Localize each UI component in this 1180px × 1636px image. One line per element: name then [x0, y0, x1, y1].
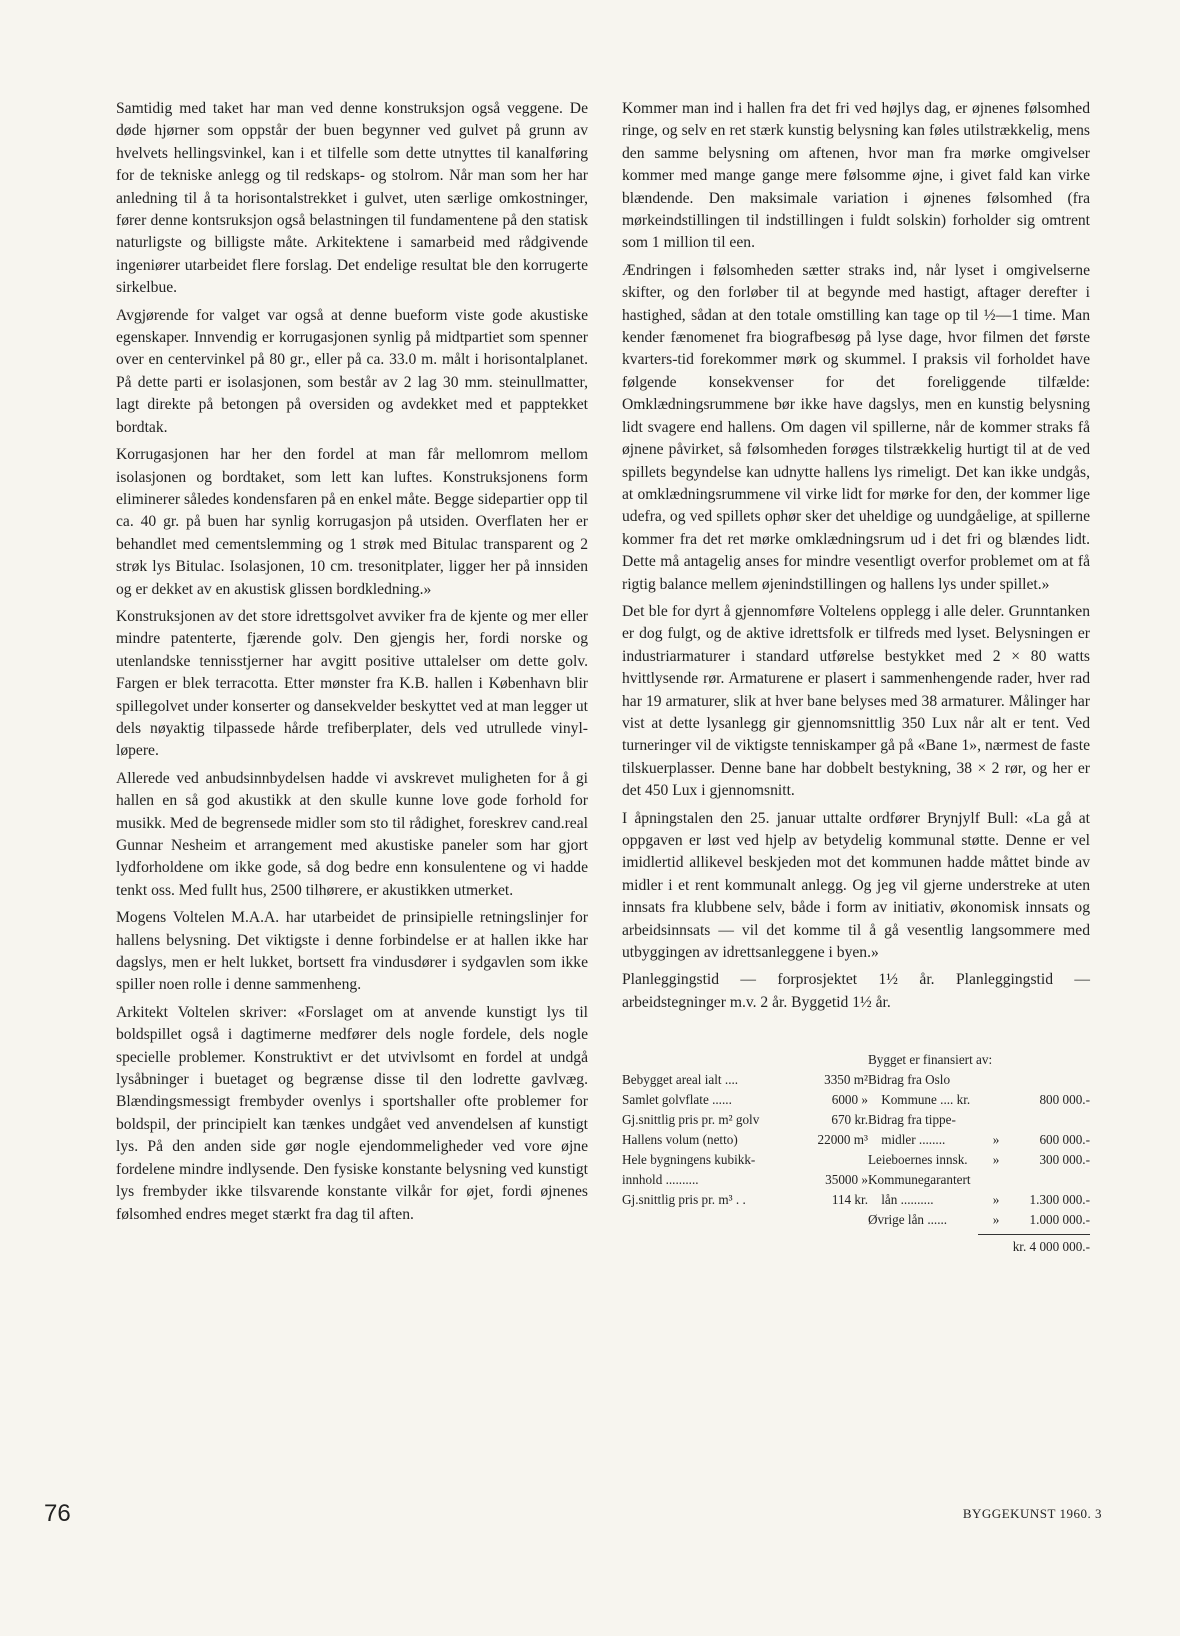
paragraph: Mogens Voltelen M.A.A. har utarbeidet de prinsipielle retningslinjer for hallens belysning. Det viktigste i denne forbindelse er at hallen ikke har dagslys, men er helt lukket, bortsett fra vindusdører i sydgavlen som ikke spiller noen rolle i denne sammenheng.	[116, 909, 588, 994]
finance-label: Leieboernes innsk.	[868, 1152, 968, 1168]
finance-label: Gj.snittlig pris pr. m² golv	[622, 1112, 760, 1128]
left-column	[116, 98, 588, 1226]
finance-row	[868, 1090, 1090, 1110]
page-number: 76	[44, 1500, 71, 1527]
paragraph: Ændringen i følsomheden sætter straks ind, når lyset i omgivelserne skifter, og den forløber til at begynde med hastigt, aftager derefter i hastighed, sådan at den totale omstilling kan tage op til ½—1 time. Man kender fænomenet fra biografbesøg på lyse dage, hvor filmen det første kvarters-tid forekommer mørk og skummel. I praksis vil forholdet have følgende konsekvenser for det foreliggende tilfælde: Omklædningsrummene bør ikke have dagslys, men en kunstig belysning lidt svagere end hallens. Om dagen vil spillerne, når de kommer straks få øjnene påvirket, så følsomheden forøges tilstrækkelig hurtigt til at de ved spillets begyndelse kan udnytte hallens lys rimeligt. Det kan ikke undgås, at omklædningsrummene vil virke lidt for mørke for den, der kommer lige udefra, og ved spillets ophør sker det uheldige og uundgåelige, at spillerne kommer fra det ret mørke omklædningsrum ud i det fri og blændes lidt. Dette må antagelig anses for mindre vesentligt overfor problemet om at få rigtig balance mellem øjenindstillingen og hallens lys under spillet.»	[622, 261, 1090, 593]
finance-label: Kommune .... kr.	[868, 1092, 971, 1108]
paragraph: Arkitekt Voltelen skriver: «Forslaget om at anvende kunstigt lys til boldspillet også i dagtimerne medfører dels nogle fordele, dels nogle specielle problemer. Konstruktivt er det utvivlsomt en fordel at undgå lysåbninger i buetaget og begrænse disse til den lodrette gavlvæg. Blændingsmessigt frembyder ovenlys i sportshaller ofte problemer for boldspil, der principielt kan tænkes undgået ved anvendelsen af kunstigt lys. På den anden side gør nogle ejendommeligheder ved vore øjne fordelene mindre indlysende. Den fysiske konstante belysning ved kunstigt lys frembyder ikke tilsvarende konstante vilkår for øjet, fordi øjnenes følsomhed endres meget stærkt fra dag til aften.	[116, 1003, 588, 1223]
finance-label: Bidrag fra Oslo	[868, 1072, 951, 1088]
footer-journal: BYGGEKUNST 1960. 3	[962, 1506, 1102, 1521]
finance-label: Bidrag fra tippe-	[868, 1112, 956, 1128]
finance-row	[868, 1070, 1090, 1090]
finance-row	[868, 1190, 1090, 1210]
paragraph: Kommer man ind i hallen fra det fri ved højlys dag, er øjnenes følsomhed ringe, og selv en ret stærk kunstig belysning kan føles utilstrækkelig, mens den samme belysning om aftenen, hvor man fra mørke omgivelser kommer med mange gange mere følsomme øjne, i givet fald kan virke blændende. Den maksimale variation i øjnenes følsomhed (fra mørkeindstillingen til indstillingen i fuldt solskin) forholder sig omtrent som 1 million til een.	[622, 100, 1090, 252]
right-column	[622, 98, 1090, 1257]
paragraph: Korrugasjonen har her den fordel at man får mellomrom mellom isolasjonen og bordtaket, som lett kan luftes. Konstruksjonens form eliminerer således kondensfaren på en enkel måte. Begge sidepartier opp til ca. 40 gr. på buen har synlig korrugasjon på utsiden. Overflaten her er behandlet med cementslemming og 1 strøk med Bitulac transparent og 2 strøk lys Bitulac. Isolasjonen, 10 cm. tresonitplater, ligger her på innsiden og er dekket av en akustisk glissen bordkledning.»	[116, 446, 588, 598]
paragraph: Avgjørende for valget var også at denne bueform viste gode akustiske egenskaper. Innvendig er korrugasjonen synlig på midtpartiet som spenner over en centervinkel på 80 gr., eller på ca. 33.0 m. målt i horisontalplanet. På dette parti er isolasjonen, som består av 2 lag 30 mm. steinullmatter, lagt direkte på betongen på oversiden og avdekket med et papptekket bordtak.	[116, 306, 588, 436]
finance-value: 22000 m³	[817, 1132, 868, 1148]
finance-value: 6000 »	[831, 1092, 868, 1108]
finance-value: 300 000.-	[1039, 1152, 1090, 1168]
finance-row	[622, 1070, 868, 1090]
finance-row	[868, 1150, 1090, 1170]
ditto-mark: »	[992, 1212, 1000, 1228]
finance-label: Samlet golvflate ......	[622, 1092, 732, 1108]
finance-row	[622, 1110, 868, 1130]
finance-label: midler ........	[868, 1132, 946, 1148]
finance-label: lån ..........	[868, 1192, 934, 1208]
finance-row	[622, 1130, 868, 1150]
paragraph: Samtidig med taket har man ved denne konstruksjon også veggene. De døde hjørner som oppstår der buen begynner ved gulvet på grunn av hvelvets hellingsvinkel, kan i et tilfelle som dette utnyttes til kanalføring for de tekniske anlegg og til redskaps- og stolrom. Når man som her har anledning til å ta horisontalstrekket i gulvet, uten særlige omkostninger, fører denne kontsruksjon også belastningen til fundamentene på den statisk naturligste og billigste måte. Arkitektene i samarbeid med rådgivende ingeniører utarbeidet flere forslag. Det endelige resultat ble den korrugerte sirkelbue.	[116, 100, 588, 297]
finance-value	[1004, 1170, 1090, 1190]
finance-value: 35000 »	[825, 1172, 868, 1188]
finance-row	[868, 1170, 1090, 1190]
ditto-mark	[988, 1070, 1004, 1090]
finance-row	[868, 1110, 1090, 1130]
ditto-mark: »	[992, 1192, 1000, 1208]
finance-label: Gj.snittlig pris pr. m³ . .	[622, 1192, 746, 1208]
finance-value	[1004, 1070, 1090, 1090]
finance-value: 3350 m²	[824, 1072, 868, 1088]
ditto-mark	[988, 1110, 1004, 1130]
paragraph: Det ble for dyrt å gjennomføre Voltelens opplegg i alle deler. Grunntanken er dog fulgt, og de aktive idrettsfolk er tilfreds med lyset. Belysningen er industriarmaturer i standard utførelse bestykket med 2 × 80 watts hvittlysende rør. Armaturene er plasert i sammenhengende rader, hver rad har 19 armaturer, slik at hver bane belyses med 38 armaturer. Målinger har vist at dette lysanlegg gir gjennomsnittlig 350 Lux når alt er tent. Ved turneringer vil de viktigste tenniskamper gå på «Bane 1», nærmest de faste tilskuerplasser. Denne bane har dobbelt bestykning, 38 × 2 rør, og her er det 450 Lux i gjennomsnitt.	[622, 602, 1090, 800]
finance-total: kr. 4 000 000.-	[978, 1234, 1090, 1257]
paragraph: Konstruksjonen av det store idrettsgolvet avviker fra de kjente og mer eller mindre patenterte, fjærende golv. Den gjengis her, fordi norske og utenlandske tennisstjerner har avgitt positive uttalelser om dette golv. Fargen er blek terracotta. Etter mønster fra K.B. hallen i København blir spillegolvet under konserter og dansekvelder beskyttet ved at man legger ut dels nøyaktig tilpassede hårde trefiberplater, dels ved utrullede vinyl-løpere.	[116, 607, 588, 760]
ditto-mark: »	[992, 1132, 1000, 1148]
finance-label: Hele bygningens kubikk-	[622, 1152, 756, 1168]
finance-label: Hallens volum (netto)	[622, 1132, 738, 1148]
finance-heading: Bygget er finansiert av:	[868, 1052, 993, 1068]
finance-value: 1.300 000.-	[1029, 1192, 1090, 1208]
finance-row	[622, 1170, 868, 1190]
finance-label: innhold ..........	[622, 1172, 699, 1188]
financing-sources	[868, 1070, 1090, 1230]
paragraph: Planleggingstid — forprosjektet 1½ år. Planleggingstid — arbeidstegninger m.v. 2 år. Byggetid 1½ år.	[622, 971, 1090, 1011]
finance-value: 670 kr.	[831, 1112, 868, 1128]
ditto-mark	[988, 1090, 1004, 1110]
finance-value: 600 000.-	[1039, 1132, 1090, 1148]
finance-value: 1.000 000.-	[1029, 1212, 1090, 1228]
finance-row	[868, 1210, 1090, 1230]
finance-value: 114 kr.	[831, 1192, 868, 1208]
finance-row	[622, 1150, 868, 1170]
finance-row	[622, 1090, 868, 1110]
ditto-mark: »	[992, 1152, 1000, 1168]
finance-label: Kommunegarantert	[868, 1172, 971, 1188]
paragraph: Allerede ved anbudsinnbydelsen hadde vi avskrevet muligheten for å gi hallen en så god akustikk at den skulle kunne love gode forhold for musikk. Med de begrensede midler som sto til rådighet, foreskrev cand.real Gunnar Nesheim et arrangement med akustiske paneler som har gjort lydforholdene om ikke gode, så dog bedre enn konsulentene og vi hadde tenkt oss. Med fullt hus, 2500 tilhørere, er akustikken utmerket.	[116, 769, 588, 899]
finance-label: Øvrige lån ......	[868, 1212, 948, 1228]
finance-row	[622, 1190, 868, 1210]
finance-heading-row	[622, 1050, 1090, 1070]
finance-value	[1004, 1110, 1090, 1130]
finance-row	[868, 1130, 1090, 1150]
finance-table	[622, 1050, 1090, 1257]
finance-label: Bebygget areal ialt ....	[622, 1072, 739, 1088]
paragraph: I åpningstalen den 25. januar uttalte ordfører Brynjylf Bull: «La gå at oppgaven er løst ved hjelp av betydelig kommunal støtte. Denne er vel imidlertid allikevel beskjeden mot det kommunen hadde måttet binde av midler i et rent kommunalt anlegg. Og jeg vil gjerne understreke at uten innsats fra klubbene selv, både i form av initiativ, økonomisk innsats og arbeidsinnsats — vil det komme til å gå vesentlig langsommere med utbyggingen av idrettsanleggene i byen.»	[622, 809, 1090, 962]
finance-value: 800 000.-	[1039, 1092, 1090, 1108]
finance-grid	[622, 1070, 1090, 1230]
building-stats	[622, 1070, 868, 1230]
ditto-mark	[988, 1170, 1004, 1190]
finance-value	[790, 1150, 868, 1170]
